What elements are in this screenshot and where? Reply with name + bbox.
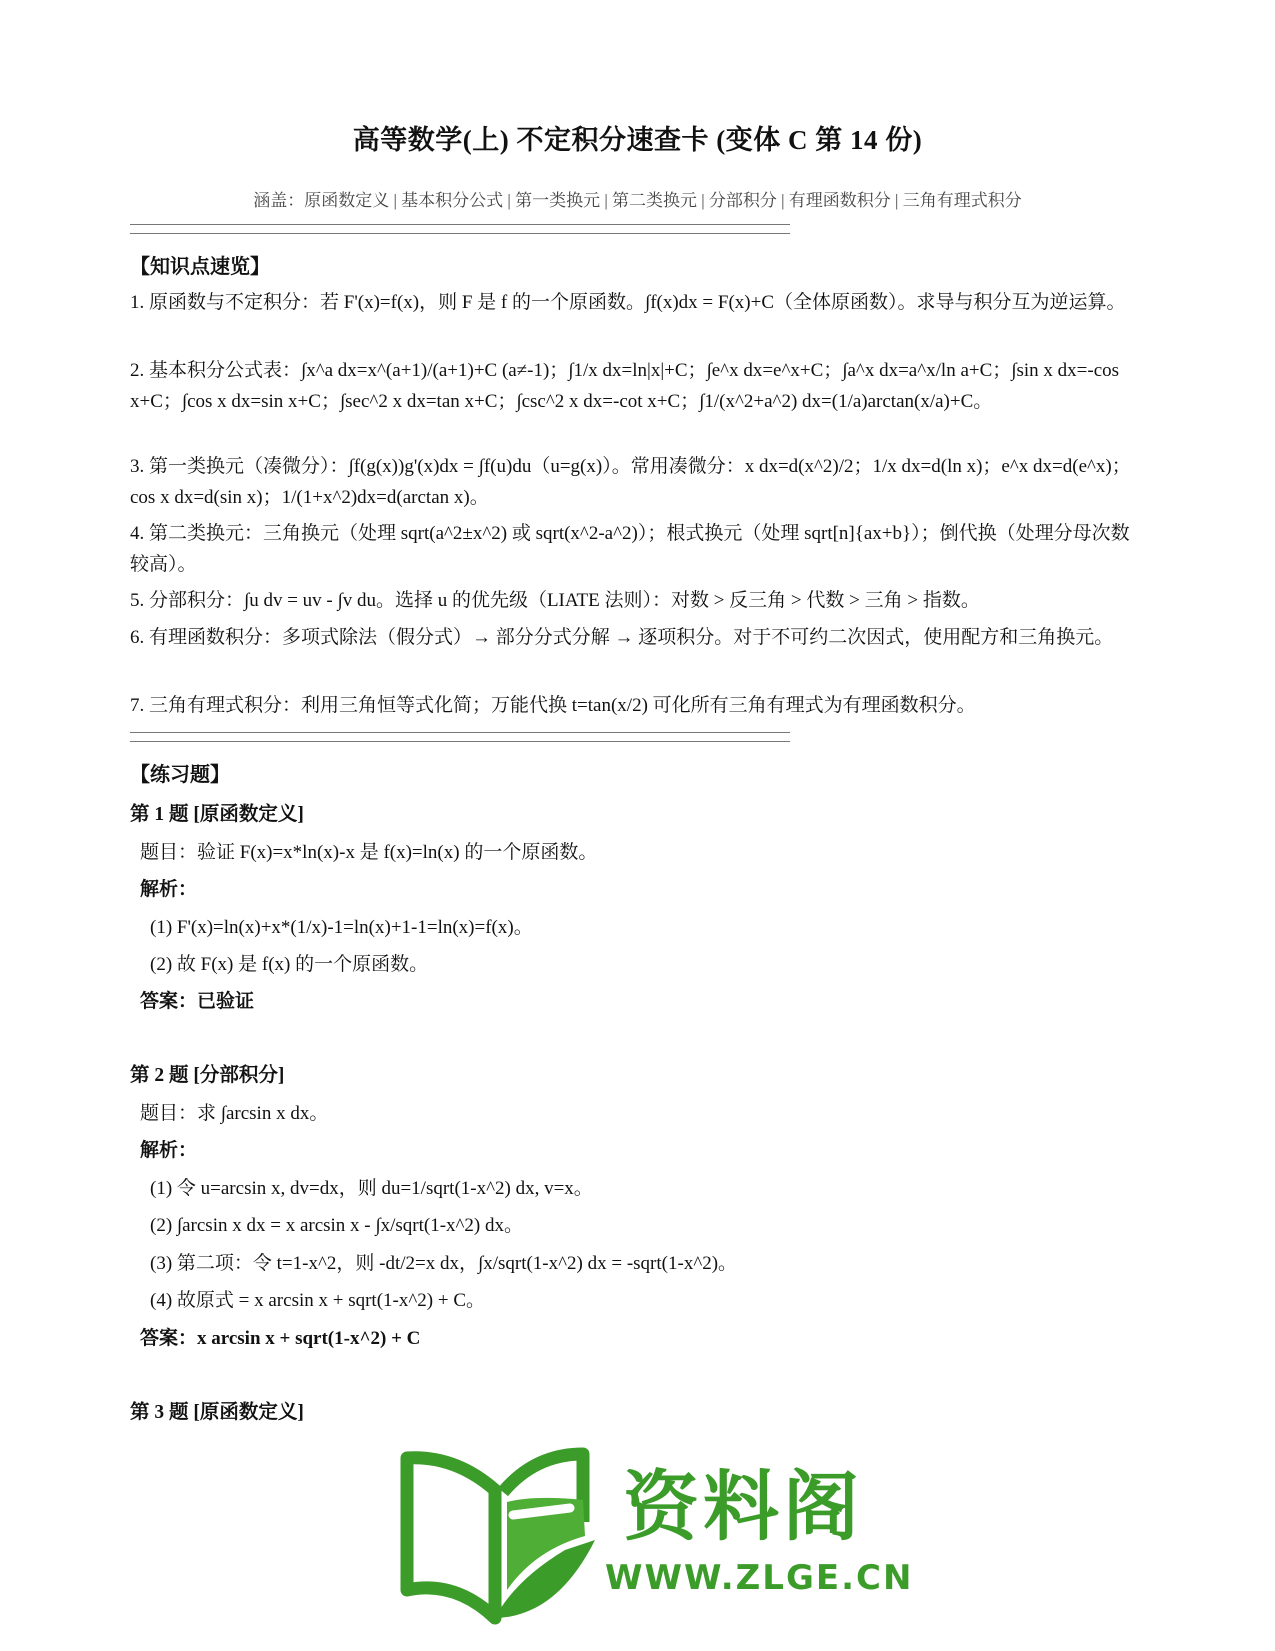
question-title: 第 1 题 [原函数定义] [130,804,304,825]
knowledge-item-1: 1. 原函数与不定积分：若 F'(x)=f(x)，则 F 是 f 的一个原函数。∫f(x)dx = F(x)+C（全体原函数）。求导与积分互为逆运算。 [130,292,1126,313]
knowledge-item-3: 3. 第一类换元（凑微分）：∫f(g(x))g'(x)dx = ∫f(u)du（u=g(x)）。常用凑微分：x dx=d(x^2)/2；1/x dx=d(ln x)；e^x dx=d(e^x)；cos x dx=d(sin x)；1/(1+x^2)dx=d(arctan x)。 [130,456,1131,508]
watermark-url: WWW.ZLGE.CN [605,1558,914,1598]
analysis-step: (2) ∫arcsin x dx = x arcsin x - ∫x/sqrt(1-x^2) dx。 [150,1215,524,1236]
answer-line: 答案：x arcsin x + sqrt(1-x^2) + C [140,1328,421,1349]
knowledge-item-4: 4. 第二类换元：三角换元（处理 sqrt(a^2±x^2) 或 sqrt(x^2-a^2)）；根式换元（处理 sqrt[n]{ax+b}）；倒代换（处理分母次数较高）。 [130,523,1130,575]
knowledge-item-7: 7. 三角有理式积分：利用三角恒等式化简；万能代换 t=tan(x/2) 可化所有三角有理式为有理函数积分。 [130,695,976,716]
analysis-step: (1) F'(x)=ln(x)+x*(1/x)-1=ln(x)+1-1=ln(x)=f(x)。 [150,917,533,938]
analysis-label: 解析： [140,879,198,900]
question-prompt: 题目：求 ∫arcsin x dx。 [140,1103,329,1124]
question-title: 第 3 题 [原函数定义] [130,1402,304,1423]
knowledge-heading: 【知识点速览】 [130,256,270,278]
knowledge-item-6: 6. 有理函数积分：多项式除法（假分式）→ 部分分式分解 → 逐项积分。对于不可约二次因式，使用配方和三角换元。 [130,627,1114,648]
analysis-step: (1) 令 u=arcsin x, dv=dx，则 du=1/sqrt(1-x^2) dx, v=x。 [150,1178,593,1199]
page-title: 高等数学(上) 不定积分速查卡 (变体 C 第 14 份) [352,125,923,155]
watermark-logo [395,1440,914,1640]
answer-line: 答案：已验证 [140,991,255,1012]
divider [130,224,790,234]
page-subtitle: 涵盖：原函数定义 | 基本积分公式 | 第一类换元 | 第二类换元 | 分部积分 | 有理函数积分 | 三角有理式积分 [253,191,1022,210]
open-book-icon [395,1440,605,1640]
question-prompt: 题目：验证 F(x)=x*ln(x)-x 是 f(x)=ln(x) 的一个原函数。 [140,842,598,863]
analysis-step: (2) 故 F(x) 是 f(x) 的一个原函数。 [150,954,429,975]
practice-heading: 【练习题】 [130,764,230,786]
knowledge-item-2: 2. 基本积分公式表：∫x^a dx=x^(a+1)/(a+1)+C (a≠-1)；∫1/x dx=ln|x|+C；∫e^x dx=e^x+C；∫a^x dx=a^x/ln a+C；∫sin x dx=-cos x+C；∫cos x dx=sin x+C；∫sec^2 x dx=tan x+C；∫csc^2 x dx=-cot x+C；∫1/(x^2+a^2) dx=(1/a)arctan(x/a)+C。 [130,360,1120,412]
watermark-name: 资料阁 [623,1462,863,1551]
analysis-step: (4) 故原式 = x arcsin x + sqrt(1-x^2) + C。 [150,1290,485,1311]
divider [130,732,790,742]
question-title: 第 2 题 [分部积分] [130,1065,285,1086]
analysis-label: 解析： [140,1140,198,1161]
knowledge-item-5: 5. 分部积分：∫u dv = uv - ∫v du。选择 u 的优先级（LIATE 法则）：对数 > 反三角 > 代数 > 三角 > 指数。 [130,590,980,611]
analysis-step: (3) 第二项：令 t=1-x^2，则 -dt/2=x dx，∫x/sqrt(1-x^2) dx = -sqrt(1-x^2)。 [150,1253,738,1274]
